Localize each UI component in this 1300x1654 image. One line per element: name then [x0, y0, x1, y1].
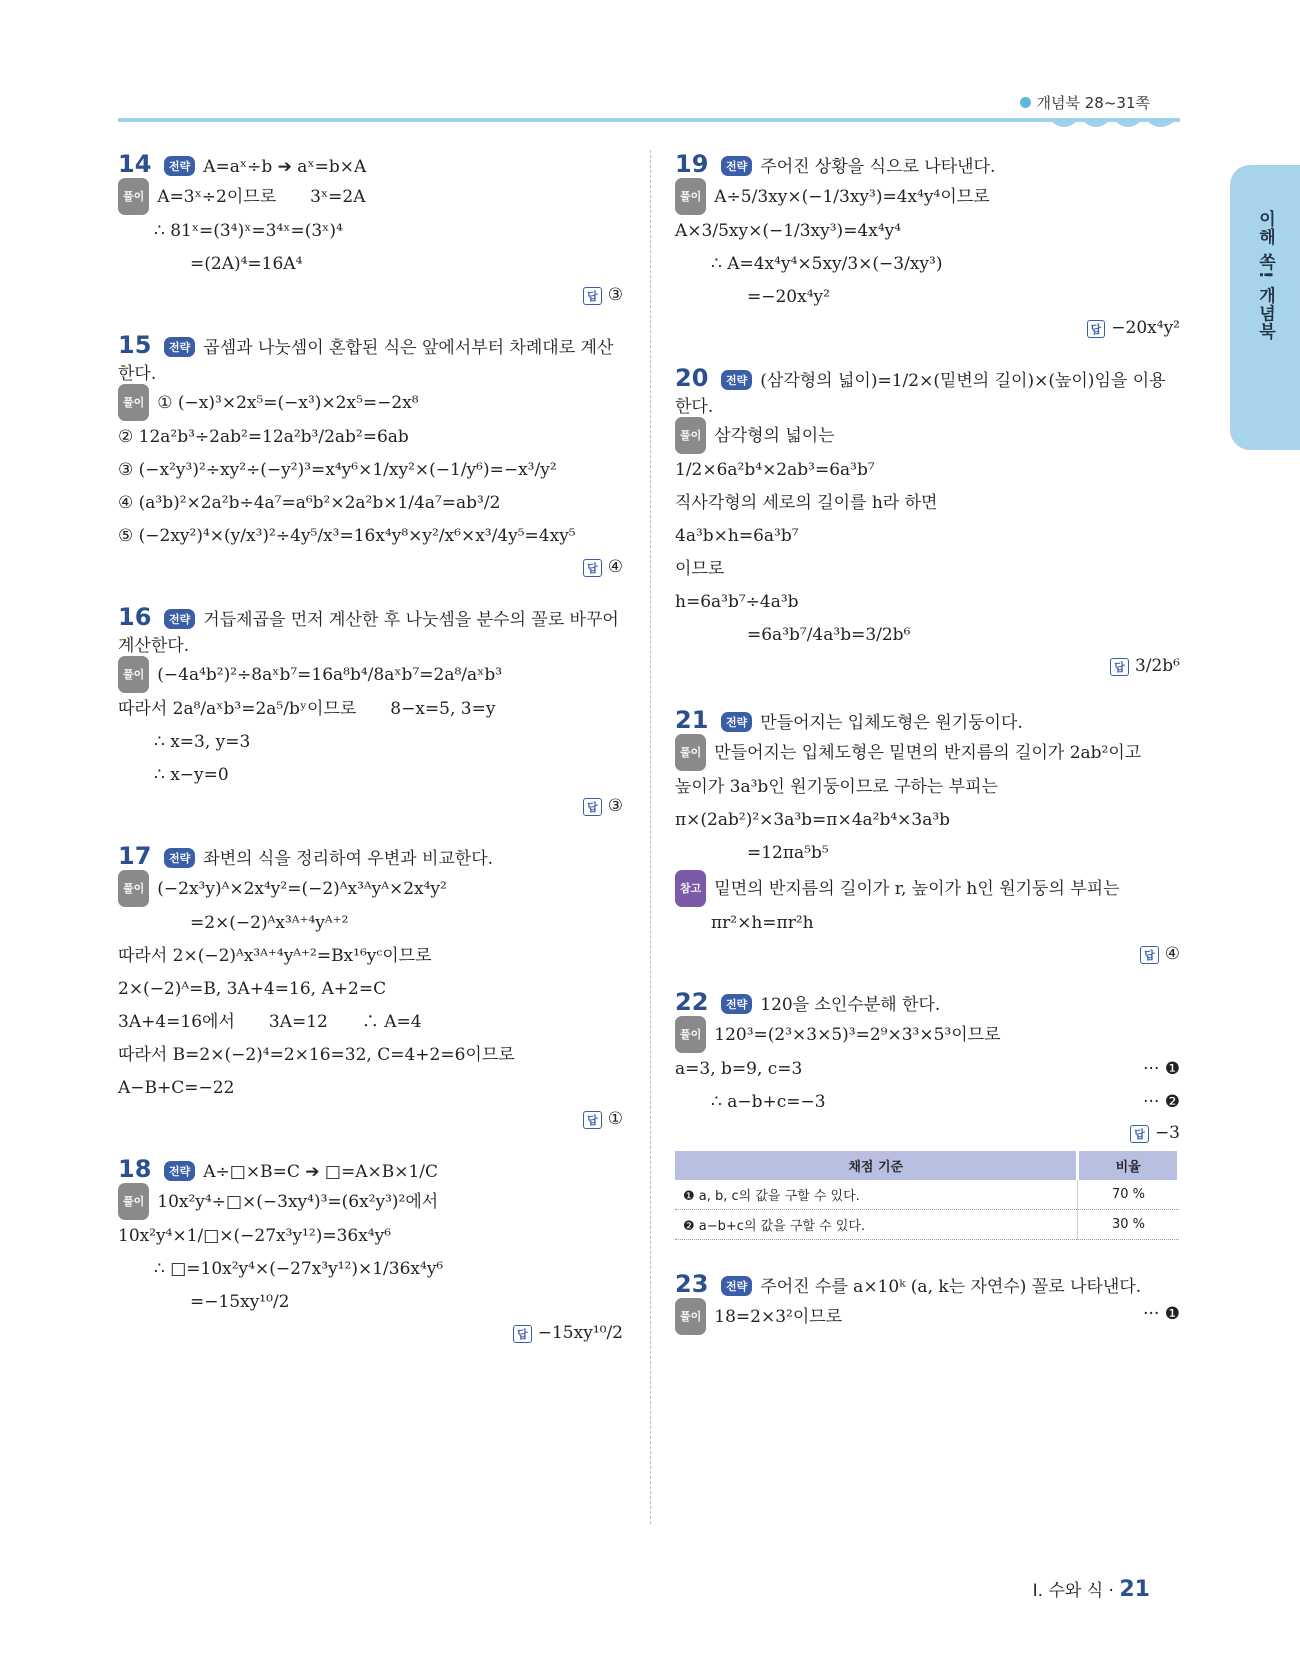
solution-line — [675, 1086, 1180, 1119]
solution-tag: 풀이 — [675, 1016, 706, 1053]
solution-text: π×(2ab²)²×3a³b=π×4a²b⁴×3a³b — [675, 810, 951, 830]
solution-tag: 풀이 — [118, 178, 149, 215]
problem-21 — [675, 706, 1180, 964]
solution-line — [118, 421, 623, 454]
side-tab-label: 이해 쏙! 개념북 — [1255, 210, 1275, 341]
solution-line — [118, 178, 623, 215]
strategy-tag: 전략 — [721, 994, 752, 1014]
strategy-text: 주어진 수를 a×10ᵏ (a, k는 자연수) 꼴로 나타낸다. — [760, 1277, 1142, 1297]
solution-text: =(2A)⁴=16A⁴ — [190, 254, 303, 274]
page-number: 21 — [1119, 1577, 1150, 1602]
answer-row — [675, 1123, 1180, 1143]
note-text: 밑면의 반지름의 길이가 r, 높이가 h인 원기둥의 부피는 — [714, 879, 1120, 899]
solution-text: 120³=(2³×3×5)³=2⁹×3³×5³이므로 — [714, 1025, 1001, 1045]
solution-line — [118, 940, 623, 973]
solution-tag: 풀이 — [675, 1298, 706, 1335]
solution-text: ① (−x)³×2x⁵=(−x³)×2x⁵=−2x⁸ — [157, 393, 419, 413]
solution-text: =6a³b⁷/4a³b=3/2b⁶ — [747, 625, 911, 645]
solution-text: 만들어지는 입체도형은 밑면의 반지름의 길이가 2ab²이고 — [714, 743, 1142, 763]
solution-line — [118, 1253, 623, 1286]
solution-line — [118, 1220, 623, 1253]
solution-text: ④ (a³b)²×2a²b÷4a⁷=a⁶b²×2a²b×1/4a⁷=ab³/2 — [118, 493, 501, 513]
problem-header — [118, 842, 623, 870]
solution-text: ③ (−x²y³)²÷xy²÷(−y²)³=x⁴y⁶×1/xy²×(−1/y⁶)=−x³/y² — [118, 460, 557, 480]
answer-value: ④ — [607, 557, 623, 577]
strategy-text: 거듭제곱을 먼저 계산한 후 나눗셈을 분수의 꼴로 바꾸어 계산한다. — [118, 610, 619, 656]
answer-value: ① — [607, 1109, 623, 1129]
problem-16 — [118, 603, 623, 816]
solution-line — [118, 384, 623, 421]
table-cell: 30 % — [1078, 1210, 1179, 1240]
answer-tag: 답 — [583, 287, 602, 305]
problem-header — [118, 1155, 623, 1183]
problem-22 — [675, 988, 1180, 1240]
solution-text: 1/2×6a²b⁴×2ab³=6a³b⁷ — [675, 460, 875, 480]
solution-line — [118, 1039, 623, 1072]
header-rule — [118, 118, 1180, 122]
solution-line — [675, 215, 1180, 248]
strategy-tag: 전략 — [164, 609, 195, 629]
problem-20 — [675, 364, 1180, 676]
solution-text: (−4a⁴b²)²÷8aˣb⁷=16a⁸b⁴/8aˣb⁷=2a⁸/aˣb³ — [157, 665, 503, 685]
solution-line — [675, 1053, 1180, 1086]
table-cell: ❷ a−b+c의 값을 구할 수 있다. — [675, 1210, 1078, 1240]
problem-number: 21 — [675, 706, 709, 734]
solution-text: =−20x⁴y² — [747, 287, 830, 307]
solution-line — [675, 520, 1180, 553]
strategy-tag: 전략 — [721, 370, 752, 390]
answer-tag: 답 — [513, 1325, 532, 1343]
solution-line — [118, 907, 623, 940]
solution-line — [675, 1016, 1180, 1053]
solution-line — [118, 1072, 623, 1105]
solution-line — [675, 248, 1180, 281]
problem-number: 18 — [118, 1155, 152, 1183]
solution-line — [118, 1286, 623, 1319]
strategy-tag: 전략 — [721, 156, 752, 176]
solution-line — [118, 248, 623, 281]
solution-tag: 풀이 — [118, 1183, 149, 1220]
solution-line — [675, 837, 1180, 870]
solution-text: 이므로 — [675, 559, 725, 579]
solution-tag: 풀이 — [118, 870, 149, 907]
solution-text: ⑤ (−2xy²)⁴×(y/x³)²÷4y⁵/x³=16x⁴y⁸×y²/x⁶×x³/4y⁵=4xy⁵ — [118, 526, 576, 546]
solution-text: =−15xy¹⁰/2 — [190, 1292, 290, 1312]
answer-value: −15xy¹⁰/2 — [537, 1323, 623, 1343]
table-cell: ❶ a, b, c의 값을 구할 수 있다. — [675, 1180, 1078, 1210]
table-cell: 70 % — [1078, 1180, 1179, 1210]
answer-tag: 답 — [1140, 946, 1159, 964]
solution-line — [118, 215, 623, 248]
answer-row — [118, 285, 623, 305]
answer-tag: 답 — [1087, 320, 1106, 338]
problem-number: 16 — [118, 603, 152, 631]
table-row — [675, 1210, 1179, 1240]
solution-line — [675, 586, 1180, 619]
problem-number: 15 — [118, 331, 152, 359]
answer-value: ④ — [1164, 944, 1180, 964]
solution-line — [118, 1183, 623, 1220]
solution-text: 10x²y⁴÷□×(−3xy⁴)³=(6x²y³)²에서 — [157, 1192, 439, 1212]
step-marker: ··· ❶ — [1143, 1304, 1180, 1324]
strategy-tag: 전략 — [164, 848, 195, 868]
right-column — [675, 150, 1180, 1335]
solution-line — [118, 487, 623, 520]
solution-text: a=3, b=9, c=3 — [675, 1059, 803, 1079]
step-marker: ··· ❷ — [1143, 1092, 1180, 1112]
column-divider — [650, 150, 651, 1524]
strategy-tag: 전략 — [721, 712, 752, 732]
page-footer: Ⅰ. 수와 식 · 21 — [1032, 1577, 1150, 1602]
solution-tag: 풀이 — [675, 178, 706, 215]
problem-number: 14 — [118, 150, 152, 178]
solution-text: =12πa⁵b⁵ — [747, 843, 829, 863]
solution-text: A−B+C=−22 — [118, 1078, 235, 1098]
strategy-tag: 전략 — [164, 1161, 195, 1181]
solution-text: (−2x³y)ᴬ×2x⁴y²=(−2)ᴬx³ᴬyᴬ×2x⁴y² — [157, 879, 447, 899]
left-column — [118, 150, 623, 1343]
problem-header — [675, 706, 1180, 734]
solution-text: A=3ˣ÷2이므로 3ˣ=2A — [157, 187, 366, 207]
solution-line — [675, 804, 1180, 837]
solution-line — [118, 693, 623, 726]
solution-line — [675, 281, 1180, 314]
solution-line — [118, 656, 623, 693]
table-header: 채점 기준 — [675, 1151, 1078, 1180]
problem-19 — [675, 150, 1180, 338]
solution-text: 18=2×3²이므로 — [714, 1307, 843, 1327]
problem-header — [118, 603, 623, 656]
note-tag: 참고 — [675, 870, 706, 907]
solution-text: ∴ A=4x⁴y⁴×5xy/3×(−3/xy³) — [711, 254, 943, 274]
solution-line — [675, 178, 1180, 215]
answer-value: ③ — [607, 285, 623, 305]
problem-14 — [118, 150, 623, 305]
solution-line — [118, 454, 623, 487]
problem-header — [118, 150, 623, 178]
strategy-tag: 전략 — [164, 156, 195, 176]
solution-text: h=6a³b⁷÷4a³b — [675, 592, 799, 612]
solution-text: 높이가 3a³b인 원기둥이므로 구하는 부피는 — [675, 777, 999, 797]
answer-tag: 답 — [583, 559, 602, 577]
problem-number: 19 — [675, 150, 709, 178]
strategy-text: 좌변의 식을 정리하여 우변과 비교한다. — [203, 849, 494, 869]
step-marker: ··· ❶ — [1143, 1059, 1180, 1079]
problem-header — [675, 364, 1180, 417]
problem-17 — [118, 842, 623, 1129]
table-header: 비율 — [1078, 1151, 1179, 1180]
solution-text: 직사각형의 세로의 길이를 h라 하면 — [675, 493, 938, 513]
solution-line — [675, 553, 1180, 586]
strategy-tag: 전략 — [721, 1276, 752, 1296]
answer-row — [675, 318, 1180, 338]
solution-line — [675, 487, 1180, 520]
answer-tag: 답 — [1110, 658, 1129, 676]
strategy-text: 만들어지는 입체도형은 원기둥이다. — [760, 713, 1023, 733]
solution-text: A÷5/3xy×(−1/3xy³)=4x⁴y⁴이므로 — [714, 187, 990, 207]
solution-tag: 풀이 — [118, 656, 149, 693]
solution-line — [118, 726, 623, 759]
problem-header — [118, 331, 623, 384]
problem-18 — [118, 1155, 623, 1343]
solution-text: ∴ 81ˣ=(3⁴)ˣ=3⁴ˣ=(3ˣ)⁴ — [154, 221, 343, 241]
answer-value: −20x⁴y² — [1111, 318, 1180, 338]
solution-text: 따라서 2×(−2)ᴬx³ᴬ⁺⁴yᴬ⁺²=Bx¹⁶yᶜ이므로 — [118, 946, 432, 966]
solution-text: 따라서 2a⁸/aˣb³=2a⁵/bʸ이므로 8−x=5, 3=y — [118, 699, 496, 719]
solution-text: ② 12a²b³÷2ab²=12a²b³/2ab²=6ab — [118, 427, 409, 447]
strategy-text: A=aˣ÷b ➔ aˣ=b×A — [203, 157, 367, 177]
solution-text: ∴ x−y=0 — [154, 765, 229, 785]
problem-number: 17 — [118, 842, 152, 870]
solution-text: ∴ a−b+c=−3 — [711, 1092, 826, 1112]
strategy-tag: 전략 — [164, 337, 195, 357]
solution-line — [675, 734, 1180, 771]
strategy-text: 주어진 상황을 식으로 나타낸다. — [760, 157, 996, 177]
solution-line — [118, 520, 623, 553]
strategy-text: 120을 소인수분해 한다. — [760, 995, 941, 1015]
problem-15 — [118, 331, 623, 577]
page-reference: 개념북 28~31쪽 — [1020, 92, 1150, 113]
answer-row — [118, 1109, 623, 1129]
scoring-table — [675, 1151, 1180, 1240]
answer-tag: 답 — [583, 798, 602, 816]
note-line — [675, 870, 1180, 907]
header-wave-decoration — [1048, 118, 1178, 134]
bullet-dot-icon — [1020, 97, 1031, 108]
solution-line — [118, 870, 623, 907]
solution-text: 4a³b×h=6a³b⁷ — [675, 526, 799, 546]
problem-number: 22 — [675, 988, 709, 1016]
strategy-text: 곱셈과 나눗셈이 혼합된 식은 앞에서부터 차례대로 계산한다. — [118, 338, 614, 384]
chapter-title: Ⅰ. 수와 식 — [1032, 1581, 1104, 1601]
answer-value: −3 — [1154, 1123, 1180, 1143]
problem-23 — [675, 1270, 1180, 1335]
solution-text: 3A+4=16에서 3A=12 ∴ A=4 — [118, 1012, 422, 1032]
table-row — [675, 1180, 1179, 1210]
solution-line — [675, 1298, 1180, 1335]
solution-line — [675, 417, 1180, 454]
problem-header — [675, 988, 1180, 1016]
answer-row — [675, 944, 1180, 964]
solution-text: 따라서 B=2×(−2)⁴=2×16=32, C=4+2=6이므로 — [118, 1045, 515, 1065]
problem-header — [675, 1270, 1180, 1298]
note-line — [675, 907, 1180, 940]
solution-text: ∴ x=3, y=3 — [154, 732, 251, 752]
solution-tag: 풀이 — [118, 384, 149, 421]
answer-row — [118, 1323, 623, 1343]
solution-tag: 풀이 — [675, 734, 706, 771]
solution-line — [118, 1006, 623, 1039]
note-text: πr²×h=πr²h — [711, 913, 814, 933]
answer-tag: 답 — [583, 1111, 602, 1129]
solution-line — [675, 619, 1180, 652]
solution-text: =2×(−2)ᴬx³ᴬ⁺⁴yᴬ⁺² — [190, 913, 349, 933]
solution-text: ∴ □=10x²y⁴×(−27x³y¹²)×1/36x⁴y⁶ — [154, 1259, 444, 1279]
problem-number: 23 — [675, 1270, 709, 1298]
solution-line — [675, 454, 1180, 487]
solution-tag: 풀이 — [675, 417, 706, 454]
solution-text: 10x²y⁴×1/□×(−27x³y¹²)=36x⁴y⁶ — [118, 1226, 392, 1246]
strategy-text: (삼각형의 넓이)=1/2×(밑변의 길이)×(높이)임을 이용한다. — [675, 371, 1166, 417]
solution-text: 2×(−2)ᴬ=B, 3A+4=16, A+2=C — [118, 979, 387, 999]
solution-line — [118, 759, 623, 792]
answer-tag: 답 — [1130, 1125, 1149, 1143]
problem-number: 20 — [675, 364, 709, 392]
solution-text: A×3/5xy×(−1/3xy³)=4x⁴y⁴ — [675, 221, 902, 241]
strategy-text: A÷□×B=C ➔ □=A×B×1/C — [203, 1162, 439, 1182]
solution-line — [118, 973, 623, 1006]
answer-value: ③ — [607, 796, 623, 816]
answer-row — [118, 557, 623, 577]
problem-header — [675, 150, 1180, 178]
answer-value: 3/2b⁶ — [1134, 656, 1180, 676]
solution-line — [675, 771, 1180, 804]
solution-text: 삼각형의 넓이는 — [714, 426, 835, 446]
answer-row — [675, 656, 1180, 676]
answer-row — [118, 796, 623, 816]
